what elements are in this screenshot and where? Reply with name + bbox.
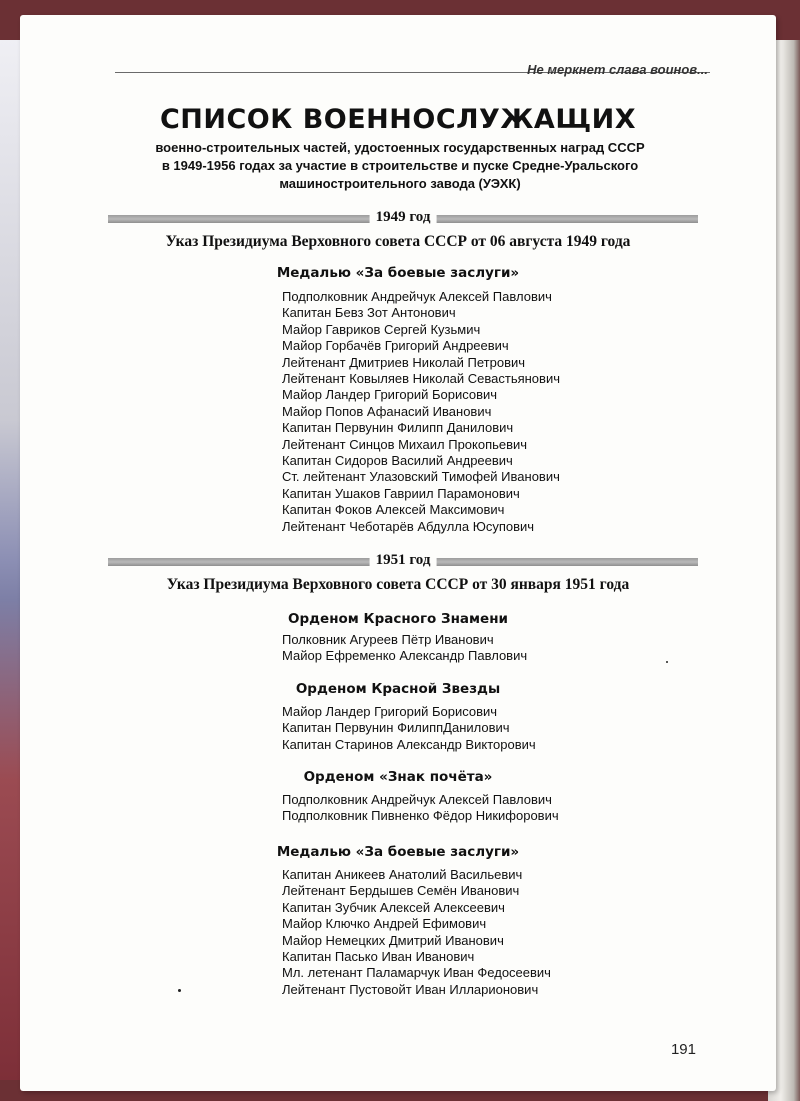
recipient-name: Полковник Агуреев Пётр Иванович [282,632,494,647]
recipient-name: Капитан Зубчик Алексей Алексеевич [282,899,505,915]
recipient-name: Майор Попов Афанасий Иванович [282,403,492,419]
award-heading: Орденом Красной Звезды [295,681,501,697]
award-heading: Медалью «За боевые заслуги» [276,265,520,281]
recipient-list [282,792,559,825]
subtitle-line: военно-строительных частей, удостоенных государственных наград СССР [155,140,645,155]
award-heading: Орденом «Знак почёта» [303,769,493,785]
recipient-name: Майор Ключко Андрей Ефимович [282,916,487,932]
recipient-name: Майор Ландер Григорий Борисович [282,387,498,403]
recipient-name: Лейтенант Ковыляев Николай Севастьянович [282,371,560,387]
recipient-name: Подполковник Андрейчук Алексей Павлович [282,289,552,304]
award-heading: Медалью «За боевые заслуги» [276,844,520,860]
decree-heading: Указ Президиума Верховного совета СССР от 30 января 1951 года [166,576,630,593]
recipient-name: Майор Немецких Дмитрий Иванович [282,932,504,948]
recipient-name: Капитан Сидоров Василий Андреевич [282,453,513,469]
recipient-name: Капитан Фоков Алексей Максимович [282,502,505,518]
recipient-name: Майор Горбачёв Григорий Андреевич [282,338,509,354]
decree-heading: Указ Президиума Верховного совета СССР от 06 августа 1949 года [165,233,631,250]
recipient-name: Майор Ефременко Александр Павлович [282,648,528,664]
recipient-name: Капитан Ушаков Гавриил Парамонович [282,485,520,501]
recipient-name: Лейтенант Синцов Михаил Прокопьевич [282,436,528,452]
print-speck [178,989,181,992]
recipient-name: Капитан Пасько Иван Иванович [282,949,475,965]
recipient-name: Подполковник Пивненко Фёдор Никифорович [282,808,559,824]
recipient-name: Капитан Аникеев Анатолий Васильевич [282,867,523,882]
year-divider [108,554,698,570]
year-label: 1949 год [370,209,437,226]
recipient-name: Капитан Старинов Александр Викторович [282,736,536,752]
year-label: 1951 год [370,552,437,569]
page-title: СПИСОК ВОЕННОСЛУЖАЩИХ [159,104,637,135]
page-number: 191 [670,1041,696,1058]
subtitle-line: в 1949-1956 годах за участие в строительстве и пуске Средне-Уральского [161,158,639,173]
award-heading: Орденом Красного Знамени [288,611,508,627]
recipient-name: Лейтенант Чеботарёв Абдулла Юсупович [282,518,535,534]
recipient-name: Капитан Первунин ФилиппДанилович [282,720,510,736]
recipient-name: Майор Гавриков Сергей Кузьмич [282,321,481,337]
page-subtitle [150,139,650,193]
recipient-name: Капитан Бевз Зот Антонович [282,305,456,321]
recipient-list [282,632,527,665]
year-divider [108,211,698,227]
recipient-list [282,704,536,753]
recipient-list [282,867,551,998]
recipient-list [282,289,560,535]
print-speck [666,661,668,663]
recipient-name: Лейтенант Бердышев Семён Иванович [282,883,520,899]
recipient-name: Лейтенант Дмитриев Николай Петрович [282,354,526,370]
subtitle-line: машиностроительного завода (УЭХК) [279,176,521,191]
recipient-name: Мл. летенант Паламарчук Иван Федосеевич [282,965,551,981]
recipient-name: Капитан Первунин Филипп Данилович [282,420,514,436]
recipient-name: Подполковник Андрейчук Алексей Павлович [282,792,552,807]
document-page [20,15,776,1091]
recipient-name: Ст. лейтенант Улазовский Тимофей Иванович [282,469,560,485]
recipient-name: Майор Ландер Григорий Борисович [282,704,498,719]
running-head: Не меркнет слава воинов... [527,62,708,77]
recipient-name: Лейтенант Пустовойт Иван Илларионович [282,981,539,997]
